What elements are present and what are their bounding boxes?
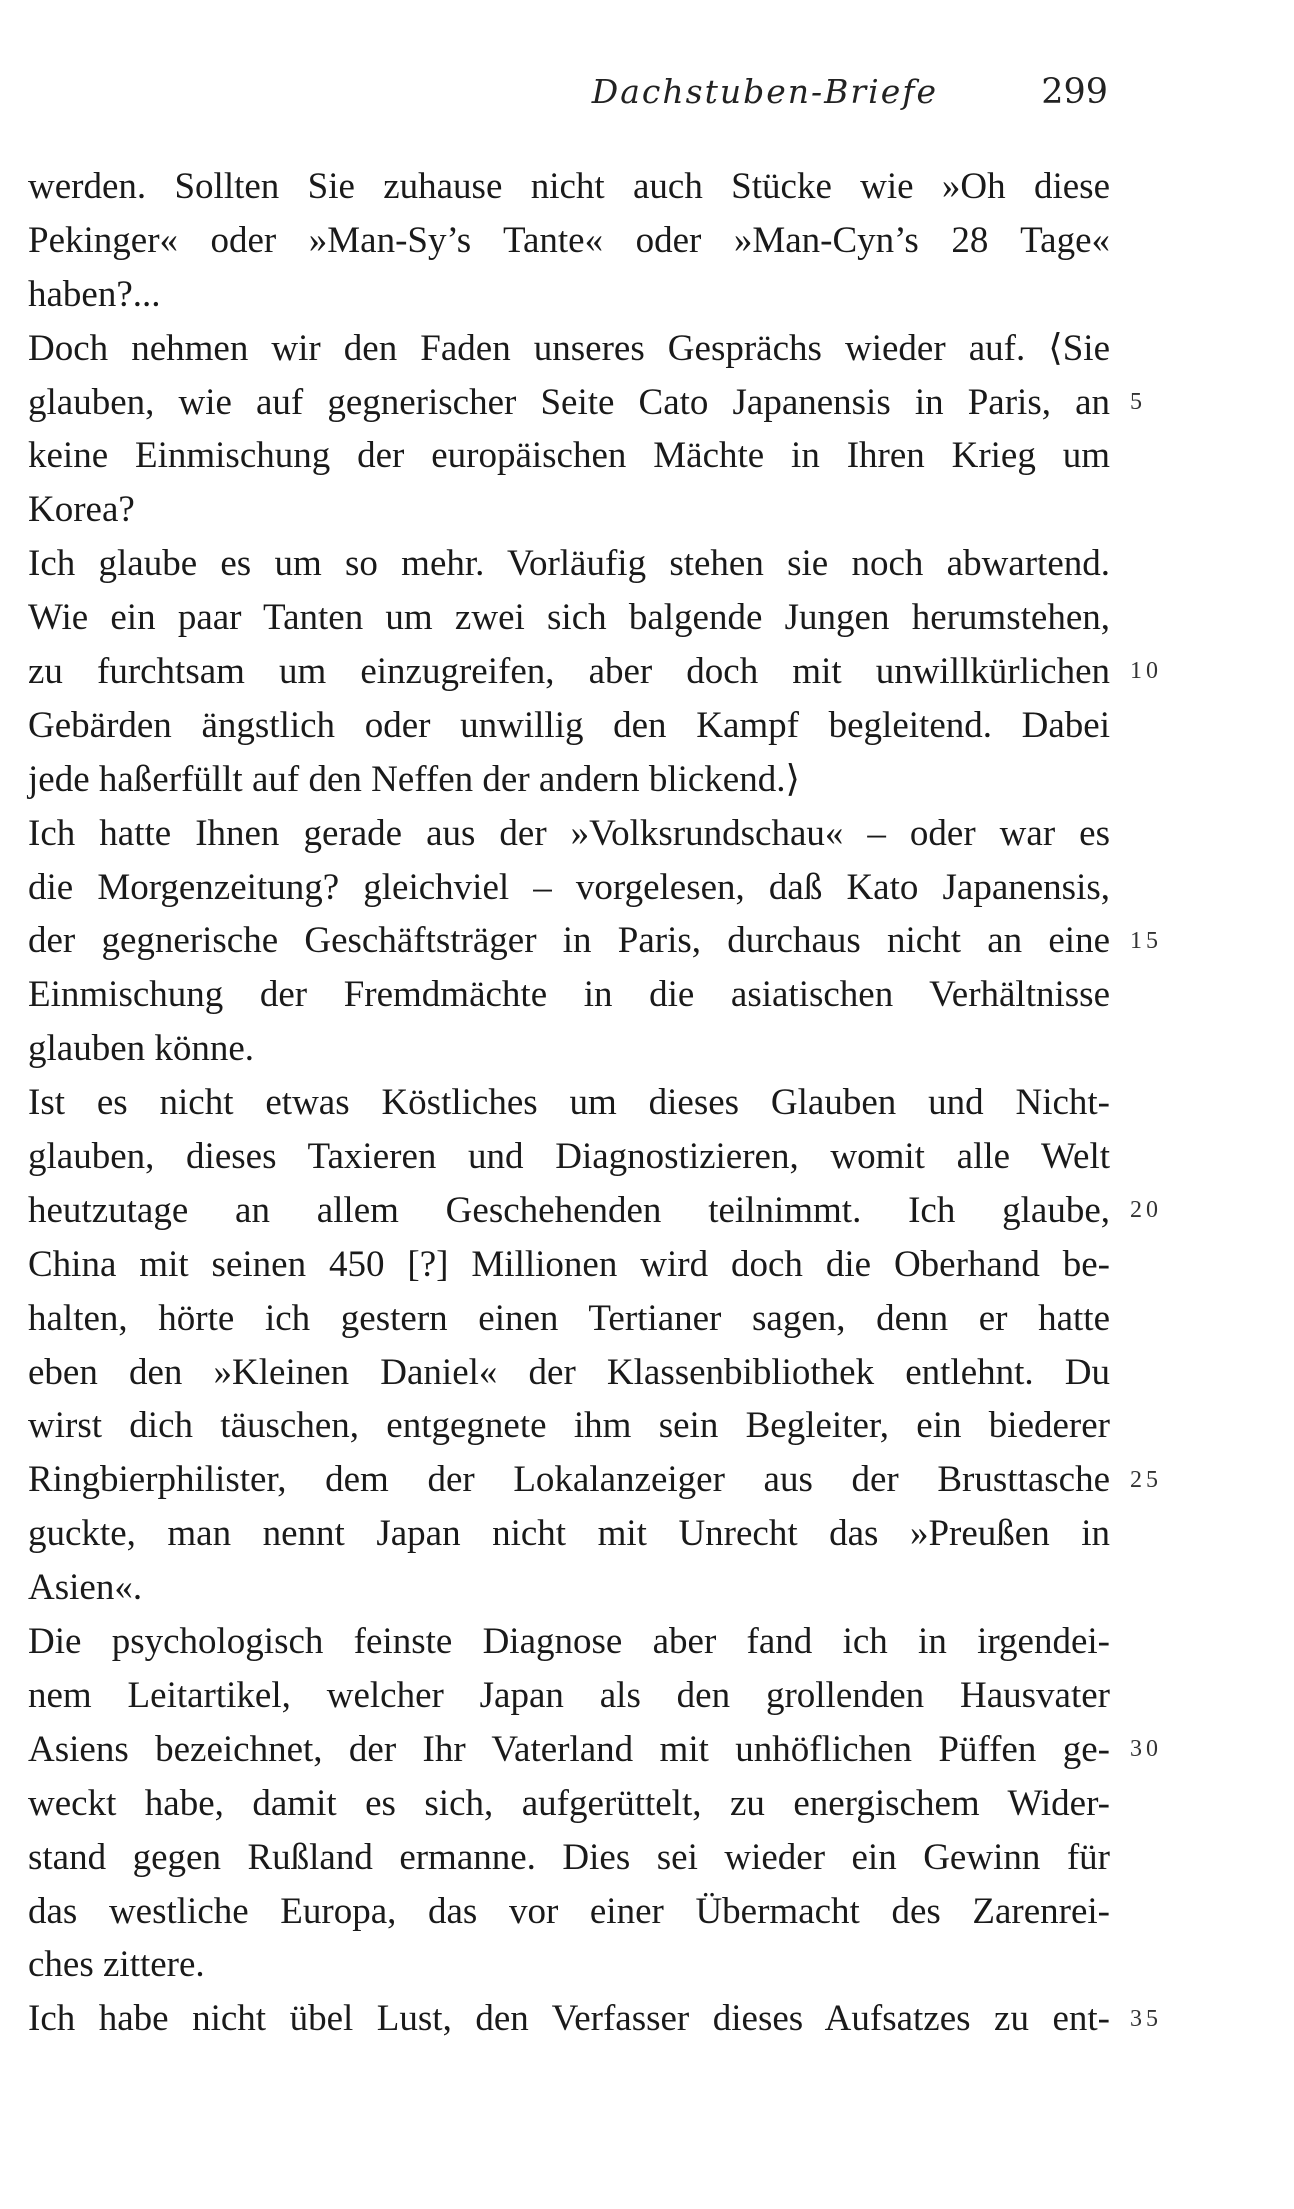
line-number: 10 [1130,658,1162,685]
line-number: 25 [1130,1466,1162,1493]
line-number-margin [1130,160,1210,2160]
text-line: Ich habe nicht übel Lust, den Verfasser dieses Aufsatzes zu ent- [28,1998,1110,2040]
text-line: der gegnerische Geschäftsträger in Paris, durchaus nicht an eine [28,920,1110,962]
line-number: 5 [1130,388,1146,415]
line-number: 15 [1130,927,1162,954]
body-text [28,160,1110,2046]
line-number: 35 [1130,2005,1162,2032]
text-line: Gebärden ängstlich oder unwillig den Kampf begleitend. Dabei [28,704,1110,746]
text-line: Ringbierphilister, dem der Lokalanzeiger aus der Brusttasche [28,1459,1110,1501]
text-line: das westliche Europa, das vor einer Übermacht des Zarenrei- [28,1890,1110,1932]
text-line: keine Einmischung der europäischen Mächte in Ihren Krieg um [28,435,1110,477]
line-number: 30 [1130,1736,1162,1763]
text-line: werden. Sollten Sie zuhause nicht auch Stücke wie »Oh diese [28,166,1110,207]
text-line: wirst dich täuschen, entgegnete ihm sein Begleiter, ein biederer [28,1405,1110,1447]
text-line: Ich hatte Ihnen gerade aus der »Volksrundschau« – oder war es [28,812,1110,854]
running-head [28,68,1108,120]
text-line: Die psychologisch feinste Diagnose aber fand ich in irgendei- [28,1621,1110,1663]
text-line: haben?... [28,273,161,315]
text-line: guckte, man nennt Japan nicht mit Unrecht das »Preußen in [28,1513,1110,1555]
text-line: Korea? [28,489,135,531]
text-line: halten, hörte ich gestern einen Tertianer sagen, denn er hatte [28,1297,1110,1339]
text-line: nem Leitartikel, welcher Japan als den grollenden Hausvater [28,1674,1110,1716]
page-number: 299 [1041,72,1108,112]
text-line: Einmischung der Fremdmächte in die asiatischen Verhältnisse [28,974,1110,1016]
line-number: 20 [1130,1197,1162,1224]
text-line: Ist es nicht etwas Köstliches um dieses Glauben und Nicht- [28,1082,1110,1124]
text-line: Asiens bezeichnet, der Ihr Vaterland mit unhöflichen Püffen ge- [28,1728,1110,1770]
text-line: zu furchtsam um einzugreifen, aber doch mit unwillkürlichen [28,651,1110,693]
text-line: Wie ein paar Tanten um zwei sich balgende Jungen herumstehen, [28,597,1110,639]
text-line: ches zittere. [28,1944,205,1986]
text-line: Asien«. [28,1567,143,1609]
text-line: die Morgenzeitung? gleichviel – vorgelesen, daß Kato Japanensis, [28,866,1110,908]
text-line: eben den »Kleinen Daniel« der Klassenbibliothek entlehnt. Du [28,1351,1110,1393]
text-line: weckt habe, damit es sich, aufgerüttelt, zu energischem Wider- [28,1782,1110,1824]
text-line: glauben, dieses Taxieren und Diagnostizieren, womit alle Welt [28,1136,1110,1178]
text-line: glauben könne. [28,1028,255,1070]
text-line: China mit seinen 450 [?] Millionen wird doch die Oberhand be- [28,1243,1110,1285]
text-line: heutzutage an allem Geschehenden teilnimmt. Ich glaube, [28,1189,1110,1231]
text-line: Ich glaube es um so mehr. Vorläufig stehen sie noch abwartend. [28,543,1110,585]
text-line: Pekinger« oder »Man-Sy’s Tante« oder »Man-Cyn’s 28 Tage« [28,219,1110,261]
text-line: glauben, wie auf gegnerischer Seite Cato Japanensis in Paris, an [28,381,1110,423]
running-title: Dachstuben-Briefe [591,72,938,111]
text-line: Doch nehmen wir den Faden unseres Gesprächs wieder auf. ⟨Sie [28,327,1110,369]
text-line: jede haßerfüllt auf den Neffen der andern blickend.⟩ [28,758,800,800]
text-line: stand gegen Rußland ermanne. Dies sei wieder ein Gewinn für [28,1836,1110,1878]
